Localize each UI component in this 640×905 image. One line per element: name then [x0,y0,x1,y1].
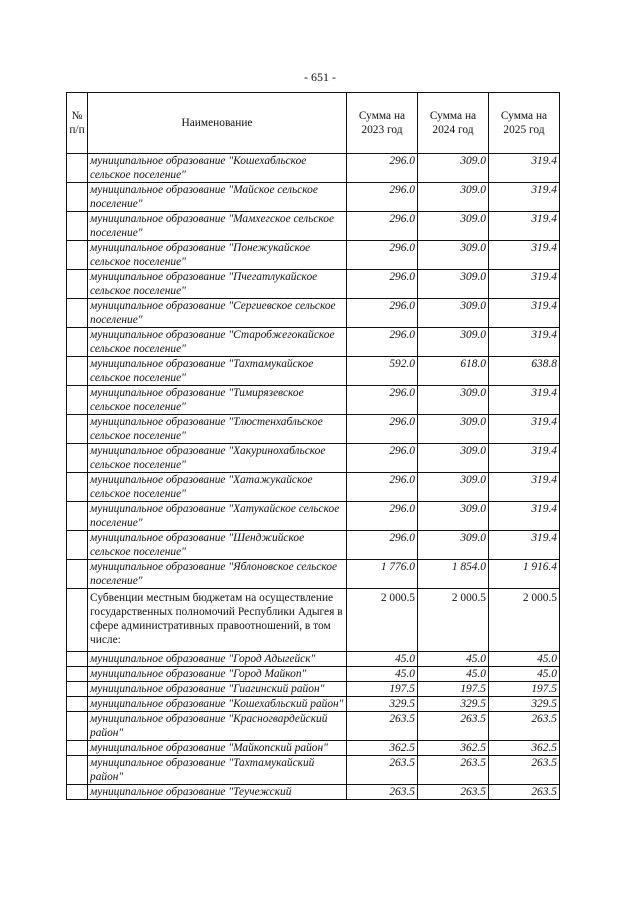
row-number [67,212,88,241]
table-row [67,697,560,712]
table-row [67,531,560,560]
table-row [67,415,560,444]
row-number [67,785,88,800]
row-name: муниципальное образование "Тлюстенхабльское сельское поселение" [88,415,347,444]
row-name: муниципальное образование "Шенджийское сельское поселение" [88,531,347,560]
row-number [67,241,88,270]
row-name: муниципальное образование "Майкопский район" [88,741,347,756]
row-value-2023: 296.0 [347,444,418,473]
row-value-2024: 309.0 [418,241,489,270]
row-number [67,589,88,652]
row-name: муниципальное образование "Город Майкоп" [88,667,347,682]
row-name: муниципальное образование "Тимирязевское сельское поселение" [88,386,347,415]
row-value-2023: 329.5 [347,697,418,712]
row-value-2023: 45.0 [347,652,418,667]
row-value-2024: 309.0 [418,502,489,531]
row-value-2024: 329.5 [418,697,489,712]
row-number [67,386,88,415]
header-name: Наименование [88,93,347,154]
row-name: муниципальное образование "Теучежский [88,785,347,800]
row-value-2025: 319.4 [489,299,560,328]
table-row [67,502,560,531]
page-number: - 651 - [304,70,336,84]
row-number [67,531,88,560]
row-value-2023: 197.5 [347,682,418,697]
row-name: муниципальное образование "Кошехабльский район" [88,697,347,712]
row-number [67,667,88,682]
row-number [67,756,88,785]
row-number [67,741,88,756]
row-value-2024: 197.5 [418,682,489,697]
row-value-2025: 319.4 [489,444,560,473]
row-value-2023: 45.0 [347,667,418,682]
row-value-2023: 296.0 [347,328,418,357]
table-row [67,270,560,299]
header-number: № п/п [67,93,88,154]
table-row [67,241,560,270]
row-value-2023: 296.0 [347,241,418,270]
row-number [67,154,88,183]
row-number [67,652,88,667]
table-row [67,785,560,800]
row-value-2024: 309.0 [418,212,489,241]
table-row [67,652,560,667]
header-2025: Сумма на 2025 год [489,93,560,154]
row-value-2024: 309.0 [418,183,489,212]
row-value-2024: 618.0 [418,357,489,386]
row-value-2024: 309.0 [418,415,489,444]
row-value-2025: 319.4 [489,386,560,415]
header-2023: Сумма на 2023 год [347,93,418,154]
row-name: муниципальное образование "Майское сельское поселение" [88,183,347,212]
row-value-2024: 263.5 [418,756,489,785]
row-value-2025: 263.5 [489,785,560,800]
table-header-row [67,93,560,154]
row-value-2024: 1 854.0 [418,560,489,589]
row-value-2024: 2 000.5 [418,589,489,652]
row-name: муниципальное образование "Яблоновское сельское поселение" [88,560,347,589]
row-value-2025: 319.4 [489,154,560,183]
table-row [67,299,560,328]
table-row [67,741,560,756]
row-name: муниципальное образование "Хатукайское сельское поселение" [88,502,347,531]
row-value-2023: 296.0 [347,531,418,560]
table-row [67,154,560,183]
row-number [67,712,88,741]
budget-table [66,92,560,800]
row-value-2025: 319.4 [489,502,560,531]
row-value-2023: 296.0 [347,270,418,299]
row-number [67,444,88,473]
table-row [67,444,560,473]
row-value-2025: 362.5 [489,741,560,756]
row-value-2023: 296.0 [347,386,418,415]
row-value-2023: 296.0 [347,415,418,444]
row-value-2024: 309.0 [418,299,489,328]
row-value-2024: 309.0 [418,328,489,357]
row-number [67,682,88,697]
row-value-2025: 319.4 [489,183,560,212]
row-name: муниципальное образование "Мамхегское сельское поселение" [88,212,347,241]
row-value-2023: 263.5 [347,712,418,741]
row-number [67,560,88,589]
row-value-2024: 362.5 [418,741,489,756]
row-value-2025: 263.5 [489,756,560,785]
table-row [67,682,560,697]
row-value-2023: 296.0 [347,473,418,502]
row-number [67,357,88,386]
row-name: муниципальное образование "Гиагинский район" [88,682,347,697]
row-value-2023: 296.0 [347,299,418,328]
row-value-2025: 2 000.5 [489,589,560,652]
row-value-2024: 45.0 [418,652,489,667]
row-value-2025: 45.0 [489,652,560,667]
row-name: Субвенции местным бюджетам на осуществление государственных полномочий Республики Адыгея в сфере административных правоотношений, в том числе: [88,589,347,652]
row-number [67,299,88,328]
row-value-2025: 319.4 [489,212,560,241]
row-value-2025: 197.5 [489,682,560,697]
row-value-2024: 309.0 [418,154,489,183]
row-value-2024: 309.0 [418,473,489,502]
row-value-2023: 1 776.0 [347,560,418,589]
row-value-2024: 263.5 [418,785,489,800]
row-value-2025: 319.4 [489,473,560,502]
row-value-2023: 592.0 [347,357,418,386]
row-number [67,328,88,357]
row-name: муниципальное образование "Сергиевское сельское поселение" [88,299,347,328]
row-name: муниципальное образование "Пчегатлукайское сельское поселение" [88,270,347,299]
row-value-2023: 362.5 [347,741,418,756]
row-name: муниципальное образование "Старобжегокайское сельское поселение" [88,328,347,357]
row-value-2024: 263.5 [418,712,489,741]
row-number [67,270,88,299]
row-name: муниципальное образование "Кошехабльское сельское поселение" [88,154,347,183]
row-name: муниципальное образование "Тахтамукайский район" [88,756,347,785]
row-name: муниципальное образование "Красногвардейский район" [88,712,347,741]
row-value-2023: 263.5 [347,756,418,785]
header-2024: Сумма на 2024 год [418,93,489,154]
table-row [67,589,560,652]
row-number [67,473,88,502]
row-number [67,502,88,531]
row-value-2024: 45.0 [418,667,489,682]
row-value-2023: 296.0 [347,154,418,183]
row-number [67,415,88,444]
row-value-2023: 296.0 [347,212,418,241]
row-value-2023: 296.0 [347,502,418,531]
table-row [67,667,560,682]
row-value-2025: 319.4 [489,531,560,560]
row-name: муниципальное образование "Тахтамукайское сельское поселение" [88,357,347,386]
row-value-2025: 638.8 [489,357,560,386]
row-value-2024: 309.0 [418,386,489,415]
row-number [67,697,88,712]
row-value-2025: 263.5 [489,712,560,741]
table-row [67,756,560,785]
row-value-2025: 319.4 [489,241,560,270]
row-value-2024: 309.0 [418,270,489,299]
row-name: муниципальное образование "Понежукайское сельское поселение" [88,241,347,270]
row-value-2024: 309.0 [418,531,489,560]
row-name: муниципальное образование "Город Адыгейск" [88,652,347,667]
row-name: муниципальное образование "Хакуринохабльское сельское поселение" [88,444,347,473]
row-value-2025: 1 916.4 [489,560,560,589]
table-row [67,357,560,386]
table-row [67,212,560,241]
table-row [67,386,560,415]
row-value-2025: 319.4 [489,270,560,299]
row-value-2025: 319.4 [489,415,560,444]
table-row [67,183,560,212]
row-value-2023: 263.5 [347,785,418,800]
row-value-2025: 329.5 [489,697,560,712]
row-value-2025: 45.0 [489,667,560,682]
table-row [67,473,560,502]
row-value-2023: 296.0 [347,183,418,212]
table-row [67,560,560,589]
table-row [67,328,560,357]
table-row [67,712,560,741]
row-number [67,183,88,212]
row-name: муниципальное образование "Хатажукайское сельское поселение" [88,473,347,502]
row-value-2023: 2 000.5 [347,589,418,652]
row-value-2024: 309.0 [418,444,489,473]
row-value-2025: 319.4 [489,328,560,357]
